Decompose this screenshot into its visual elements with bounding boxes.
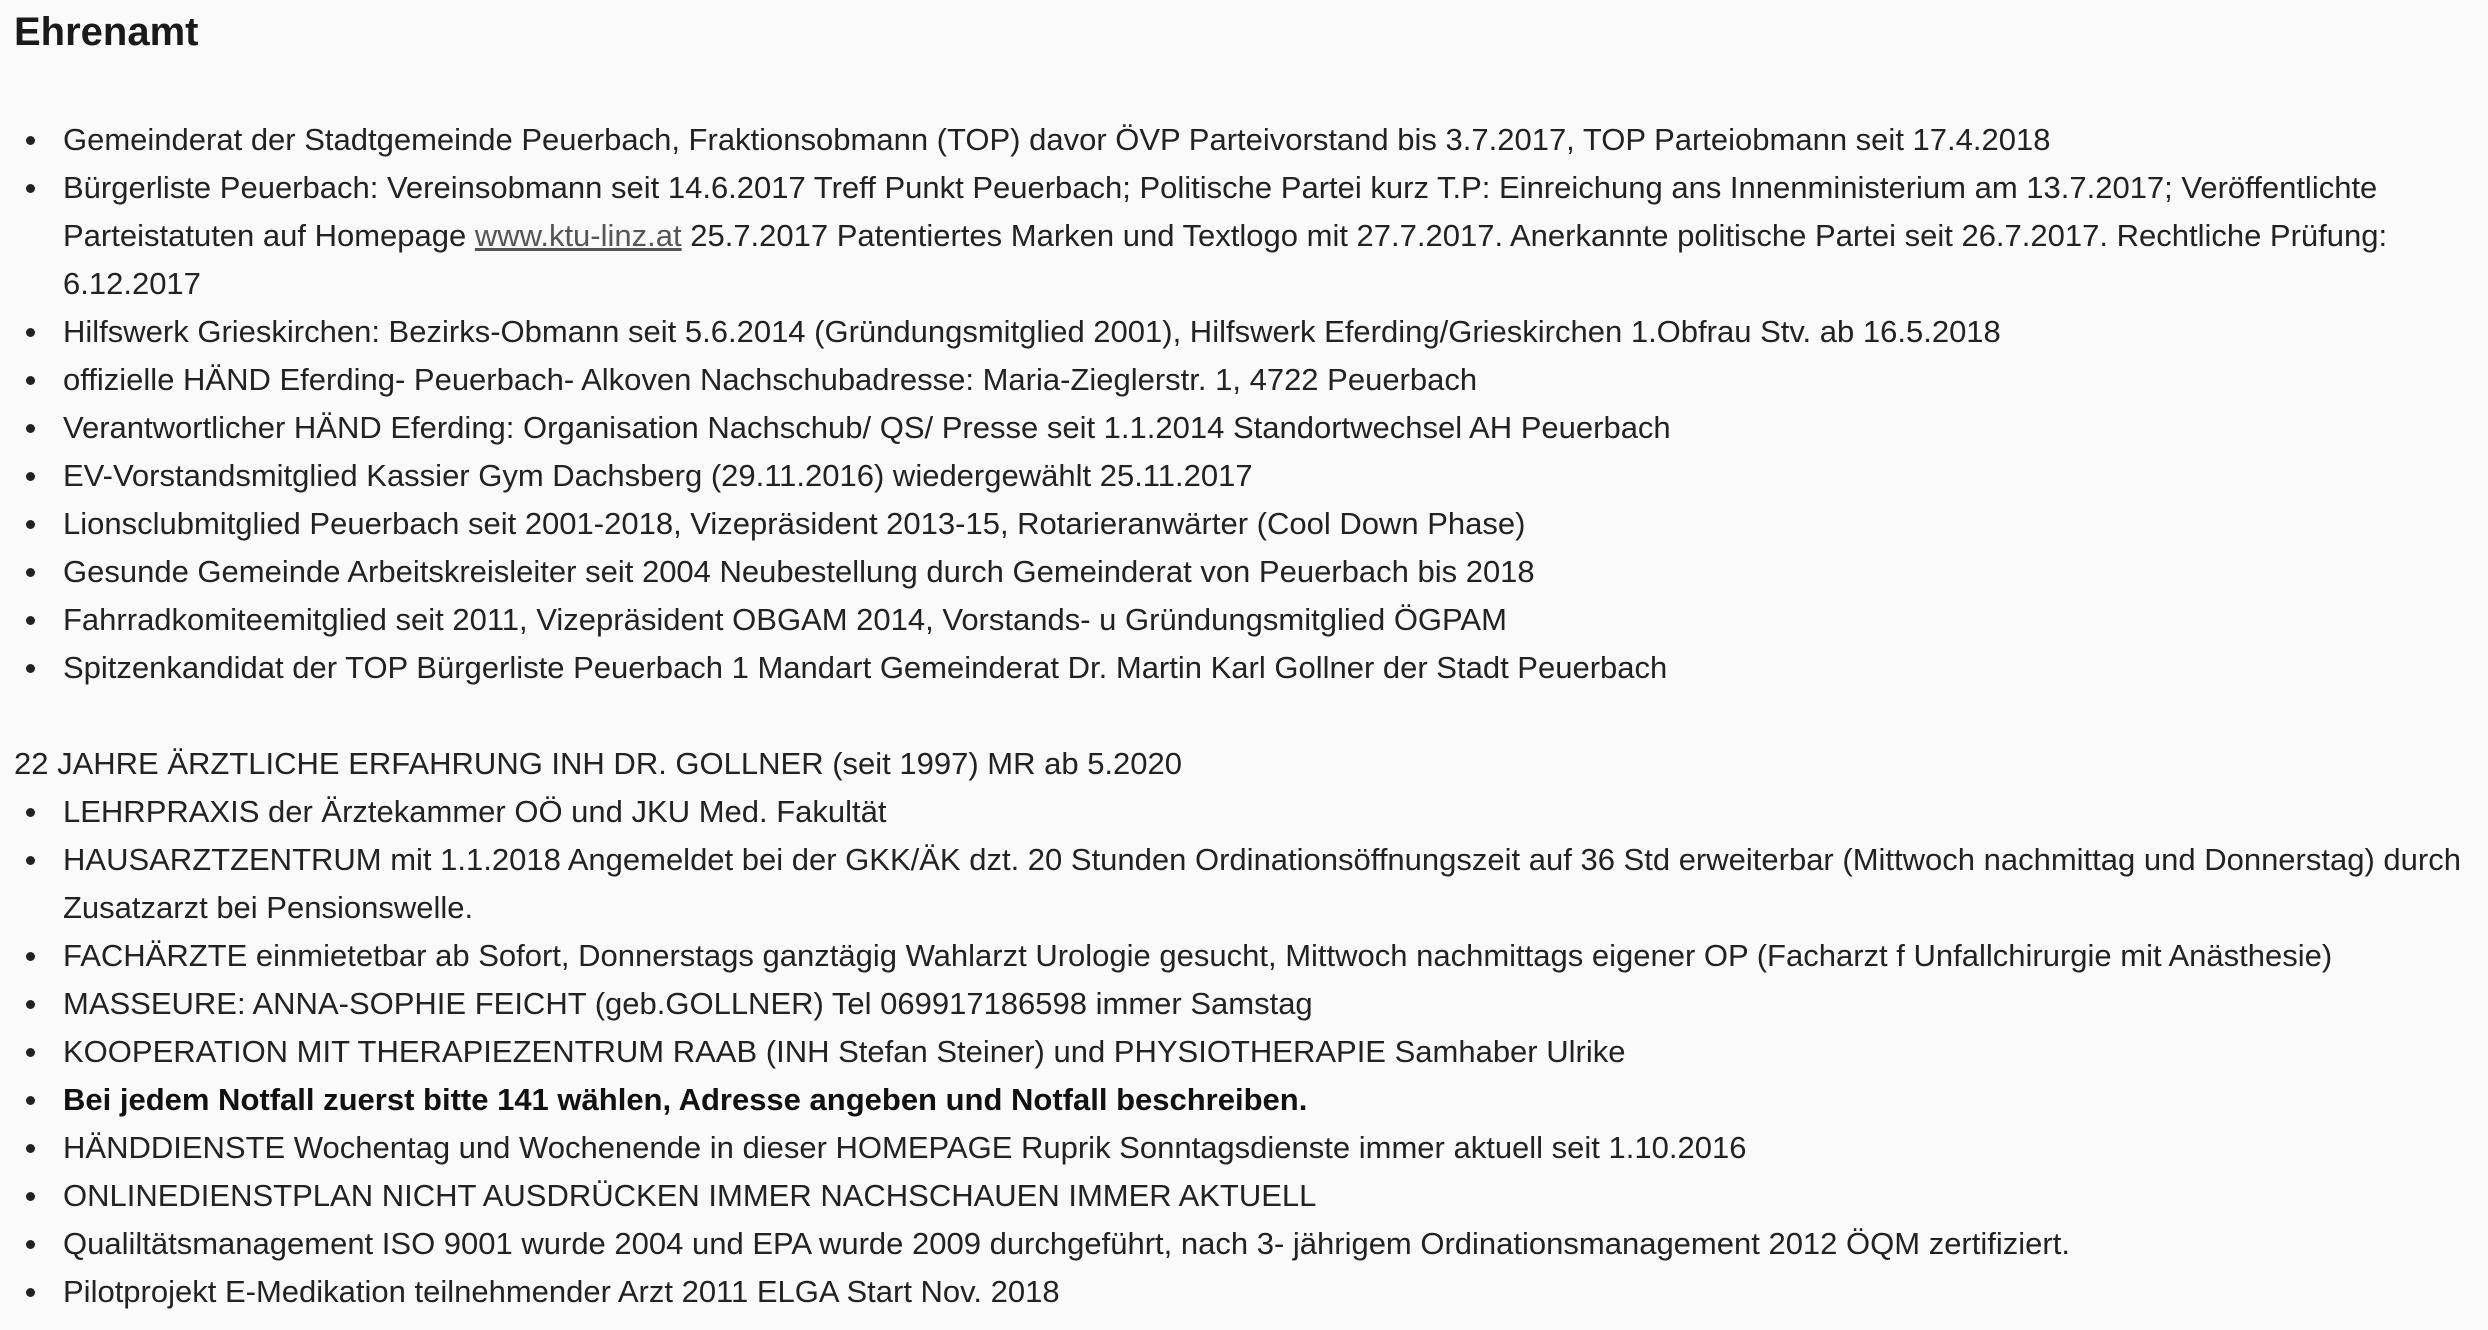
list-item: Hilfswerk Grieskirchen: Bezirks-Obmann seit 5.6.2014 (Gründungsmitglied 2001), Hilfswerk Eferding/Grieskirchen 1.Obfrau Stv. ab 16.5.2018 — [63, 308, 2488, 356]
list-item: Fahrradkomiteemitglied seit 2011, Vizepräsident OBGAM 2014, Vorstands- u Gründungsmitglied ÖGPAM — [63, 596, 2488, 644]
ktu-linz-link[interactable]: www.ktu-linz.at — [474, 218, 682, 253]
list-item: ONLINEDIENSTPLAN NICHT AUSDRÜCKEN IMMER NACHSCHAUEN IMMER AKTUELL — [63, 1172, 2488, 1220]
list-item: Qualiltätsmanagement ISO 9001 wurde 2004 und EPA wurde 2009 durchgeführt, nach 3- jährigem Ordinationsmanagement 2012 ÖQM zertifiziert. — [63, 1220, 2488, 1268]
list-item: LEHRPRAXIS der Ärztekammer OÖ und JKU Med. Fakultät — [63, 788, 2488, 836]
list-item: HAUSARZTZENTRUM mit 1.1.2018 Angemeldet bei der GKK/ÄK dzt. 20 Stunden Ordinationsöffnungszeit auf 36 Std erweiterbar (Mittwoch nachmittag und Donnerstag) durch Zusatzarzt bei Pensionswelle. — [63, 836, 2488, 932]
list-item: EV-Vorstandsmitglied Kassier Gym Dachsberg (29.11.2016) wiedergewählt 25.11.2017 — [63, 452, 2488, 500]
list-item: Lionsclubmitglied Peuerbach seit 2001-2018, Vizepräsident 2013-15, Rotarieranwärter (Cool Down Phase) — [63, 500, 2488, 548]
list-item: KOOPERATION MIT THERAPIEZENTRUM RAAB (INH Stefan Steiner) und PHYSIOTHERAPIE Samhaber Ulrike — [63, 1028, 2488, 1076]
emergency-notice: Bei jedem Notfall zuerst bitte 141 wählen, Adresse angeben und Notfall beschreiben. — [63, 1076, 2488, 1124]
list-item: Gesunde Gemeinde Arbeitskreisleiter seit 2004 Neubestellung durch Gemeinderat von Peuerbach bis 2018 — [63, 548, 2488, 596]
list-item: Gemeinderat der Stadtgemeinde Peuerbach, Fraktionsobmann (TOP) davor ÖVP Parteivorstand bis 3.7.2017, TOP Parteiobmann seit 17.4.2018 — [63, 116, 2488, 164]
experience-heading: 22 JAHRE ÄRZTLICHE ERFAHRUNG INH DR. GOLLNER (seit 1997) MR ab 5.2020 — [14, 746, 1183, 781]
list-item: FACHÄRZTE einmietetbar ab Sofort, Donnerstags ganztägig Wahlarzt Urologie gesucht, Mittwoch nachmittags eigener OP (Facharzt f Unfallchirurgie mit Anästhesie) — [63, 932, 2488, 980]
list-item: offizielle HÄND Eferding- Peuerbach- Alkoven Nachschubadresse: Maria-Zieglerstr. 1, 4722 Peuerbach — [63, 356, 2488, 404]
list-item: MASSEURE: ANNA-SOPHIE FEICHT (geb.GOLLNER) Tel 069917186598 immer Samstag — [63, 980, 2488, 1028]
list-item: Pilotprojekt E-Medikation teilnehmender Arzt 2011 ELGA Start Nov. 2018 — [63, 1268, 2488, 1316]
list-item: Spitzenkandidat der TOP Bürgerliste Peuerbach 1 Mandart Gemeinderat Dr. Martin Karl Gollner der Stadt Peuerbach — [63, 644, 2488, 692]
list-item-text: Bürgerliste Peuerbach: Vereinsobmann seit 14.6.2017 Treff Punkt Peuerbach; Politische Partei kurz T.P: Einreichung ans Innenministerium am 13.7.2017; Veröffentlichte Parteistatuten auf Homepage — [63, 170, 2378, 253]
ehrenamt-list — [14, 116, 2488, 692]
list-item: HÄNDDIENSTE Wochentag und Wochenende in dieser HOMEPAGE Ruprik Sonntagsdienste immer aktuell seit 1.10.2016 — [63, 1124, 2488, 1172]
list-item: Verantwortlicher HÄND Eferding: Organisation Nachschub/ QS/ Presse seit 1.1.2014 Standortwechsel AH Peuerbach — [63, 404, 2488, 452]
experience-list — [14, 788, 2488, 1316]
page-title: Ehrenamt — [14, 10, 199, 54]
list-item — [63, 164, 2488, 308]
list-item-text: 25.7.2017 Patentiertes Marken und Textlogo mit 27.7.2017. Anerkannte politische Partei seit 26.7.2017. Rechtliche Prüfung: 6.12.2017 — [63, 218, 2388, 301]
